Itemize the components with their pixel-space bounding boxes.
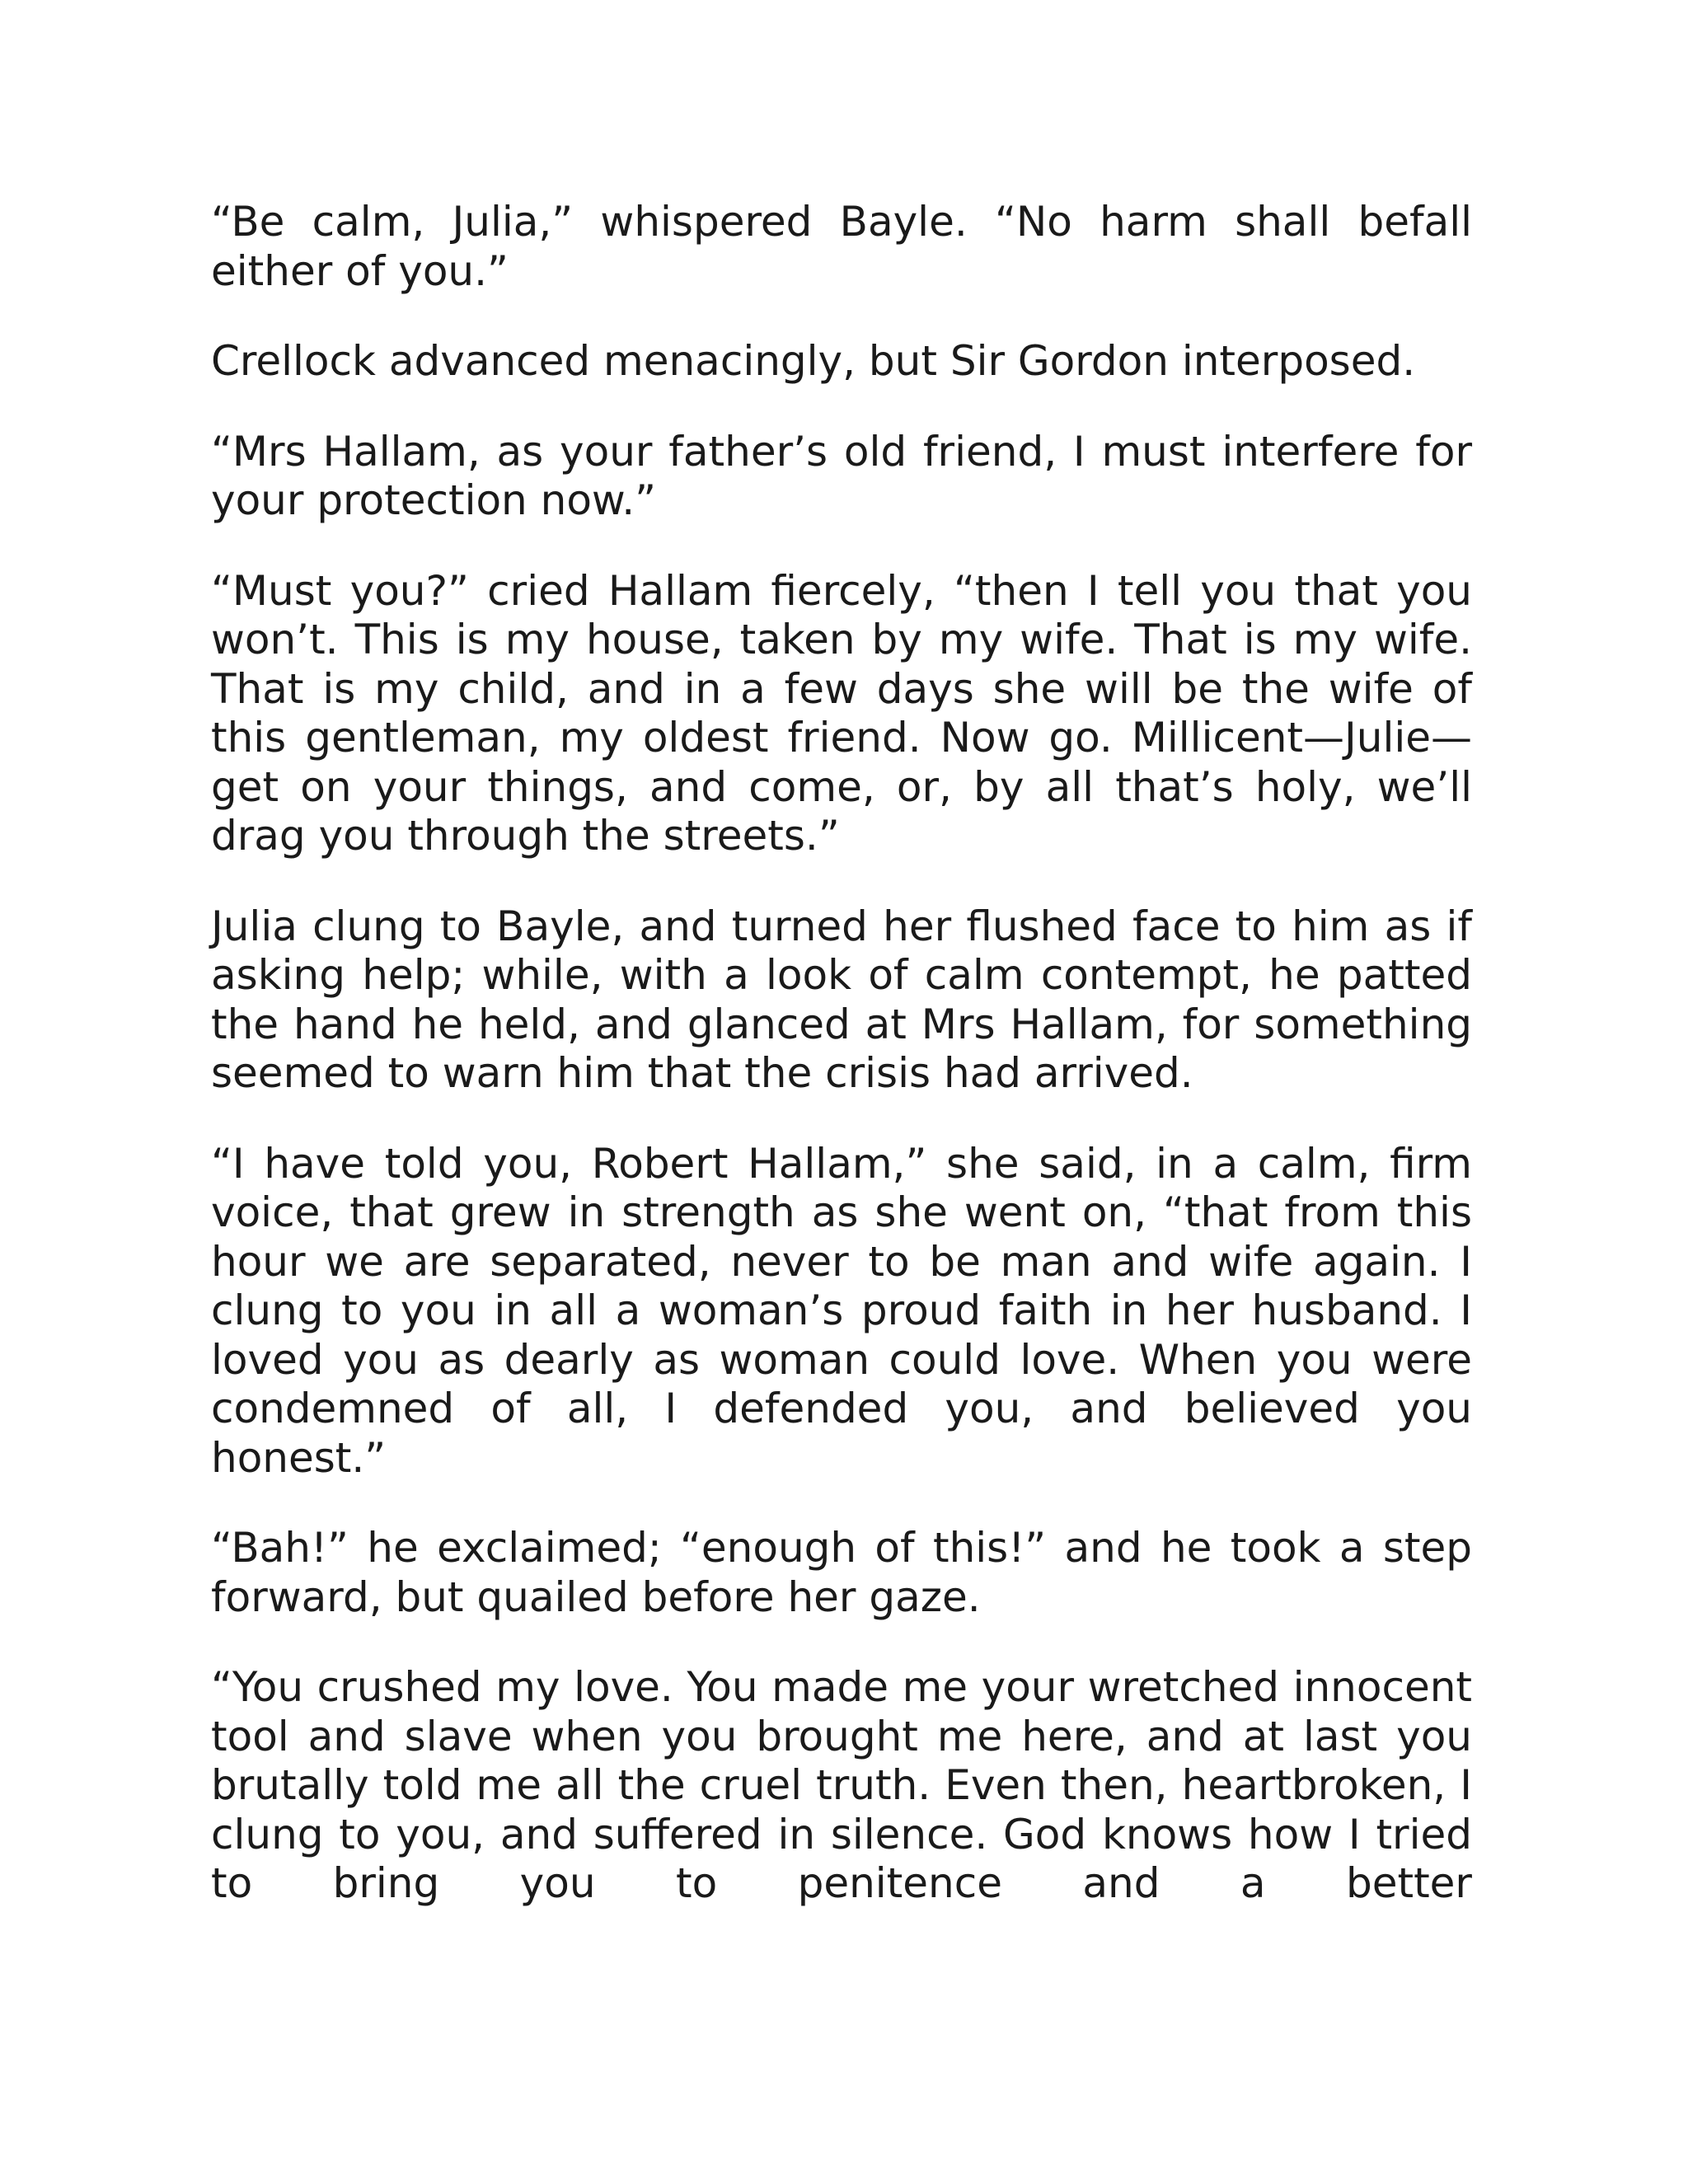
paragraph: “Be calm, Julia,” whispered Bayle. “No harm shall befall either of you.”: [211, 198, 1472, 295]
paragraph: Julia clung to Bayle, and turned her flushed face to him as if asking help; while, with a look of calm contempt, he patted the hand he held, and glanced at Mrs Hallam, for something seemed to warn him that the crisis had arrived.: [211, 902, 1472, 1097]
paragraph: Crellock advanced menacingly, but Sir Gordon interposed.: [211, 337, 1416, 385]
paragraph: “Mrs Hallam, as your father’s old friend, I must interfere for your protection now.”: [211, 427, 1472, 524]
paragraph: “Bah!” he exclaimed; “enough of this!” and he took a step forward, but quailed before her gaze.: [211, 1524, 1472, 1621]
paragraph: “I have told you, Robert Hallam,” she said, in a calm, firm voice, that grew in strength as she went on, “that from this hour we are separated, never to be man and wife again. I clung to you in all a woman’s proud faith in her husband. I loved you as dearly as woman could love. When you were condemned of all, I defended you, and believed you honest.”: [211, 1139, 1472, 1482]
paragraph: “Must you?” cried Hallam fiercely, “then I tell you that you won’t. This is my house, taken by my wife. That is my wife. That is my child, and in a few days she will be the wife of this gentleman, my oldest friend. Now go. Millicent—Julie—get on your things, and come, or, by all that’s holy, we’ll drag you through the streets.”: [211, 566, 1472, 860]
body-text: [211, 198, 1472, 1909]
paragraph: “You crushed my love. You made me your wretched innocent tool and slave when you brought me here, and at last you brutally told me all the cruel truth. Even then, heartbroken, I clung to you, and suffered in silence. God knows how I tried to bring you to penitence and a better: [211, 1663, 1472, 1907]
